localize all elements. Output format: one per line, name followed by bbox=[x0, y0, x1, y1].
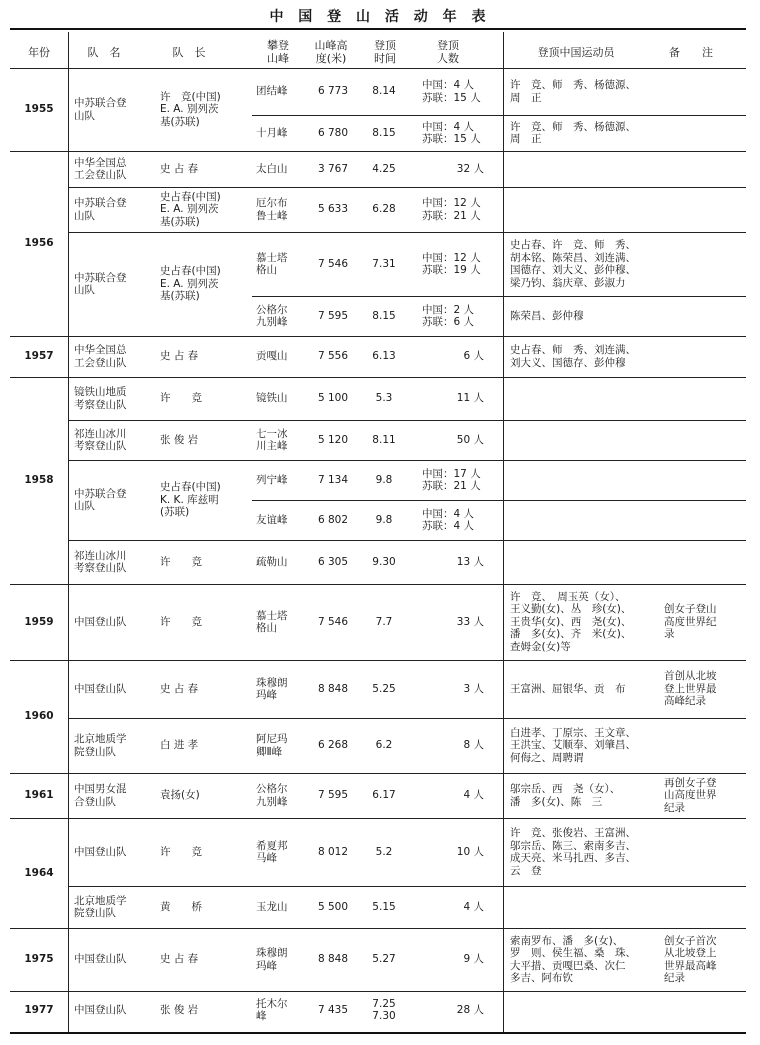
peak-name: 厄尔布 鲁士峰 bbox=[256, 197, 288, 222]
column-header: 年份 bbox=[28, 45, 50, 59]
summit-count: 中国：17 人 苏联：21 人 bbox=[422, 467, 481, 492]
summit-date: 9.8 bbox=[375, 473, 393, 486]
summit-members: 许 竞、 周玉英（女）、 王义勤(女)、丛 珍(女)、 王贵华(女)、西 尧(女)、 潘 多(女)、齐 米(女)、 查姆金(女)等 bbox=[510, 590, 632, 653]
peak-name: 慕士塔 格山 bbox=[256, 251, 288, 276]
team-name: 祁连山冰川 考察登山队 bbox=[74, 427, 127, 452]
peak-height: 5 500 bbox=[317, 900, 349, 913]
team-name: 中苏联合登 山队 bbox=[74, 197, 127, 222]
summit-count: 9 人 bbox=[463, 953, 484, 966]
column-header: 队 名 bbox=[87, 45, 121, 59]
team-name: 中国登山队 bbox=[74, 953, 127, 966]
year-cell: 1960 bbox=[24, 710, 54, 723]
peak-height: 7 134 bbox=[317, 473, 349, 486]
summit-date: 8.14 bbox=[372, 85, 396, 98]
team-leader: 史 占 春 bbox=[160, 682, 199, 695]
summit-count: 中国：12 人 苏联：19 人 bbox=[422, 251, 481, 276]
bottom-rule bbox=[10, 1032, 746, 1034]
summit-date: 8.11 bbox=[372, 433, 396, 446]
summit-date: 5.3 bbox=[375, 392, 393, 405]
peak-height: 8 848 bbox=[317, 953, 349, 966]
remark: 创女子首次 从北坡登上 世界最高峰 纪录 bbox=[664, 934, 717, 984]
team-leader: 许 竞 bbox=[160, 555, 202, 568]
summit-members: 邬宗岳、西 尧（女）、 潘 多(女)、陈 三 bbox=[510, 783, 621, 808]
peak-name: 列宁峰 bbox=[256, 473, 288, 486]
team-name: 中苏联合登 山队 bbox=[74, 97, 127, 122]
summit-members: 王富洲、屈银华、贡 布 bbox=[510, 682, 626, 695]
team-name: 中苏联合登 山队 bbox=[74, 271, 127, 296]
peak-name: 贡嘎山 bbox=[256, 350, 288, 363]
summit-count: 33 人 bbox=[456, 615, 484, 628]
summit-date: 5.25 bbox=[372, 682, 396, 695]
column-header: 备 注 bbox=[669, 45, 713, 59]
summit-count: 13 人 bbox=[456, 555, 484, 568]
peak-height: 6 305 bbox=[317, 555, 349, 568]
summit-date: 6.28 bbox=[372, 203, 396, 216]
team-name: 北京地质学 院登山队 bbox=[74, 894, 127, 919]
column-header: 攀登 山峰 bbox=[267, 39, 289, 65]
top-rule bbox=[10, 28, 746, 30]
summit-date: 6.13 bbox=[372, 350, 396, 363]
team-name: 中国男女混 合登山队 bbox=[74, 783, 127, 808]
team-name: 镜铁山地质 考察登山队 bbox=[74, 386, 127, 411]
team-name: 祁连山冰川 考察登山队 bbox=[74, 549, 127, 574]
year-cell: 1964 bbox=[24, 866, 54, 879]
peak-name: 太白山 bbox=[256, 162, 288, 175]
column-header: 登顶中国运动员 bbox=[537, 45, 615, 59]
summit-count: 28 人 bbox=[456, 1003, 484, 1016]
year-cell: 1977 bbox=[24, 1003, 54, 1016]
summit-count: 4 人 bbox=[463, 900, 484, 913]
peak-height: 5 633 bbox=[317, 203, 349, 216]
summit-members: 许 竞、师 秀、杨德源、 周 正 bbox=[510, 120, 636, 145]
peak-name: 珠穆朗 玛峰 bbox=[256, 947, 288, 972]
peak-name: 七一冰 川主峰 bbox=[256, 427, 288, 452]
team-name: 中华全国总 工会登山队 bbox=[74, 344, 127, 369]
peak-name: 镜铁山 bbox=[256, 392, 288, 405]
peak-name: 疏勒山 bbox=[256, 555, 288, 568]
team-leader: 史占春(中国) E. A. 别列茨 基(苏联) bbox=[160, 265, 221, 303]
year-cell: 1955 bbox=[24, 103, 54, 116]
team-leader: 张 俊 岩 bbox=[160, 1003, 199, 1016]
summit-count: 4 人 bbox=[463, 789, 484, 802]
year-cell: 1957 bbox=[24, 350, 54, 363]
peak-name: 友谊峰 bbox=[256, 513, 288, 526]
team-leader: 史 占 春 bbox=[160, 350, 199, 363]
summit-count: 中国：4 人 苏联：15 人 bbox=[422, 79, 481, 104]
remark: 再创女子登 山高度世界 纪录 bbox=[664, 776, 717, 814]
peak-height: 6 780 bbox=[317, 126, 349, 139]
peak-name: 阿尼玛 卿Ⅱ峰 bbox=[256, 733, 288, 758]
summit-count: 中国：12 人 苏联：21 人 bbox=[422, 197, 481, 222]
summit-count: 中国：2 人 苏联：6 人 bbox=[422, 303, 475, 328]
summit-members: 索南罗布、潘 多(女)、 罗 则、侯生福、桑 珠、 大平措、贡嘎巴桑、次仁 多吉、阿布钦 bbox=[510, 934, 636, 984]
peak-height: 7 546 bbox=[317, 257, 349, 270]
summit-date: 6.2 bbox=[375, 739, 393, 752]
team-name: 中苏联合登 山队 bbox=[74, 487, 127, 512]
summit-count: 3 人 bbox=[463, 682, 484, 695]
peak-height: 6 773 bbox=[317, 85, 349, 98]
summit-count: 32 人 bbox=[456, 162, 484, 175]
team-leader: 袁扬(女) bbox=[160, 789, 200, 802]
summit-members: 白进孝、丁原宗、王文章、 王洪宝、艾顺奉、刘肇昌、 何侮之、周聘谓 bbox=[510, 726, 636, 764]
team-leader: 黄 桥 bbox=[160, 900, 202, 913]
team-leader: 史 占 春 bbox=[160, 953, 199, 966]
summit-members: 许 竞、师 秀、杨德源、 周 正 bbox=[510, 79, 636, 104]
summit-count: 8 人 bbox=[463, 739, 484, 752]
summit-members: 史占春、师 秀、刘连满、 刘大义、国德存、彭仲穆 bbox=[510, 344, 636, 369]
peak-height: 3 767 bbox=[317, 162, 349, 175]
peak-divider bbox=[252, 500, 746, 501]
summit-date: 7.7 bbox=[375, 615, 393, 628]
team-name: 中国登山队 bbox=[74, 615, 127, 628]
year-cell: 1959 bbox=[24, 615, 54, 628]
peak-height: 7 595 bbox=[317, 789, 349, 802]
peak-height: 8 848 bbox=[317, 682, 349, 695]
peak-name: 玉龙山 bbox=[256, 900, 288, 913]
summit-count: 10 人 bbox=[456, 845, 484, 858]
page-title: 中 国 登 山 活 动 年 表 bbox=[269, 9, 491, 25]
year-column-divider bbox=[68, 32, 69, 1032]
summit-date: 7.31 bbox=[372, 257, 396, 270]
peak-name: 希夏邦 马峰 bbox=[256, 839, 288, 864]
members-column-divider bbox=[503, 32, 504, 1032]
peak-height: 7 435 bbox=[317, 1003, 349, 1016]
team-leader: 许 竞 bbox=[160, 392, 202, 405]
peak-divider bbox=[252, 115, 746, 116]
summit-date: 5.15 bbox=[372, 900, 396, 913]
team-leader: 许 竞 bbox=[160, 615, 202, 628]
peak-height: 7 546 bbox=[317, 615, 349, 628]
year-cell: 1956 bbox=[24, 237, 54, 250]
year-cell: 1958 bbox=[24, 474, 54, 487]
team-name: 中国登山队 bbox=[74, 682, 127, 695]
peak-name: 托木尔 峰 bbox=[256, 997, 288, 1022]
peak-divider bbox=[252, 296, 746, 297]
column-header: 登顶 人数 bbox=[437, 39, 459, 65]
peak-height: 5 100 bbox=[317, 392, 349, 405]
summit-date: 8.15 bbox=[372, 309, 396, 322]
summit-date: 6.17 bbox=[372, 789, 396, 802]
year-cell: 1961 bbox=[24, 789, 54, 802]
remark: 首创从北坡 登上世界最 高峰纪录 bbox=[664, 670, 717, 708]
peak-height: 7 556 bbox=[317, 350, 349, 363]
team-leader: 史占春(中国) K. K. 库兹明 (苏联) bbox=[160, 481, 221, 519]
summit-date: 5.27 bbox=[372, 953, 396, 966]
team-name: 中国登山队 bbox=[74, 845, 127, 858]
column-header: 登顶 时间 bbox=[374, 39, 396, 65]
team-leader: 许 竞(中国) E. A. 别列茨 基(苏联) bbox=[160, 90, 221, 128]
team-leader: 张 俊 岩 bbox=[160, 433, 199, 446]
summit-date: 9.8 bbox=[375, 513, 393, 526]
team-name: 中华全国总 工会登山队 bbox=[74, 156, 127, 181]
column-header: 山峰高 度(米) bbox=[314, 39, 348, 65]
summit-date: 9.30 bbox=[372, 555, 396, 568]
team-leader: 史占春(中国) E. A. 别列茨 基(苏联) bbox=[160, 190, 221, 228]
peak-height: 8 012 bbox=[317, 845, 349, 858]
summit-count: 中国：4 人 苏联：15 人 bbox=[422, 120, 481, 145]
remark: 创女子登山 高度世界纪 录 bbox=[664, 603, 717, 641]
summit-date: 8.15 bbox=[372, 126, 396, 139]
team-leader: 史 占 春 bbox=[160, 162, 199, 175]
peak-height: 7 595 bbox=[317, 309, 349, 322]
peak-name: 公格尔 九别峰 bbox=[256, 783, 288, 808]
summit-members: 史占春、许 竞、师 秀、 胡本铭、陈荣昌、刘连满、 国德存、刘大义、彭仲穆、 梁乃钧、翁庆章、彭淑力 bbox=[510, 239, 636, 289]
summit-date: 4.25 bbox=[372, 162, 396, 175]
summit-count: 50 人 bbox=[456, 433, 484, 446]
year-cell: 1975 bbox=[24, 953, 54, 966]
team-leader: 许 竞 bbox=[160, 845, 202, 858]
summit-count: 6 人 bbox=[463, 350, 484, 363]
column-header: 队 长 bbox=[172, 45, 206, 59]
peak-height: 6 802 bbox=[317, 513, 349, 526]
peak-name: 团结峰 bbox=[256, 85, 288, 98]
summit-members: 陈荣昌、彭仲穆 bbox=[510, 309, 584, 322]
peak-name: 公格尔 九别峰 bbox=[256, 303, 288, 328]
summit-count: 11 人 bbox=[456, 392, 484, 405]
team-leader: 白 进 孝 bbox=[160, 739, 199, 752]
summit-count: 中国：4 人 苏联：4 人 bbox=[422, 507, 475, 532]
team-name: 中国登山队 bbox=[74, 1003, 127, 1016]
peak-name: 珠穆朗 玛峰 bbox=[256, 676, 288, 701]
summit-date: 5.2 bbox=[375, 845, 393, 858]
peak-name: 十月峰 bbox=[256, 126, 288, 139]
peak-height: 6 268 bbox=[317, 739, 349, 752]
peak-name: 慕士塔 格山 bbox=[256, 609, 288, 634]
peak-height: 5 120 bbox=[317, 433, 349, 446]
summit-date: 7.25 7.30 bbox=[372, 997, 396, 1022]
summit-members: 许 竞、张俊岩、王富洲、 邬宗岳、陈三、索南多吉、 成天亮、米马扎西、多吉、 云 登 bbox=[510, 827, 636, 877]
team-name: 北京地质学 院登山队 bbox=[74, 733, 127, 758]
